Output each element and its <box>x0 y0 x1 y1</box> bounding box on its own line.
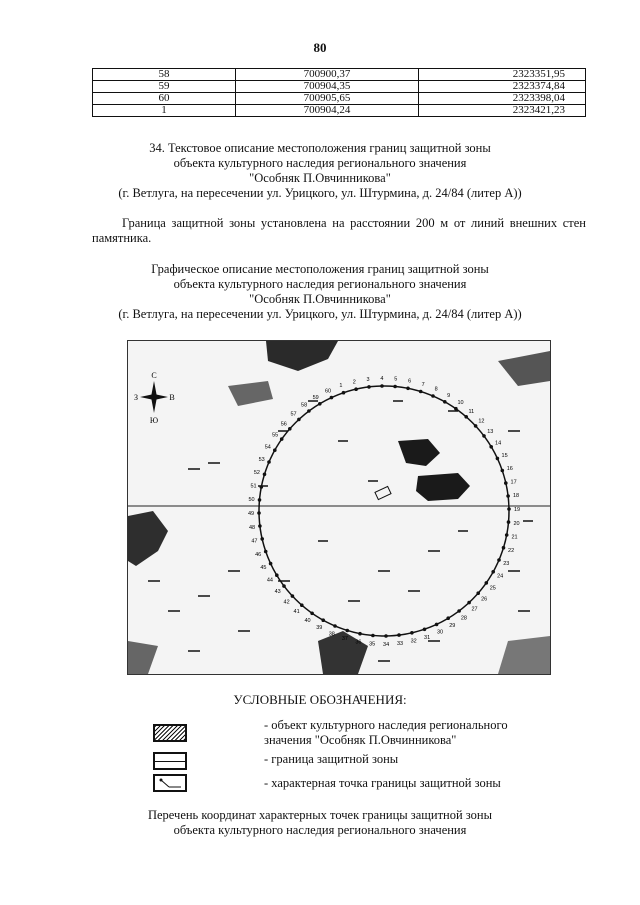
boundary-point <box>275 573 279 577</box>
boundary-point-label: 39 <box>316 625 323 632</box>
boundary-point <box>474 424 478 428</box>
boundary-point <box>489 445 493 449</box>
boundary-point-label: 21 <box>511 534 518 541</box>
boundary-point-label: 19 <box>513 506 521 513</box>
boundary-point <box>300 603 304 607</box>
boundary-point-label: 52 <box>253 469 260 476</box>
point-number-cell: 58 <box>93 69 236 81</box>
compass-west-label: З <box>133 393 139 402</box>
boundary-point <box>273 448 277 452</box>
boundary-point <box>419 390 423 394</box>
boundary-point <box>297 418 301 422</box>
graphic-line-2: объекта культурного наследия регионального значения <box>173 277 467 291</box>
table-row <box>93 81 586 93</box>
y-coordinate-cell: 2323374,84 <box>419 81 586 93</box>
legend-point-label: - характерная точка границы защитной зоны <box>264 776 501 790</box>
legend-boundary-swatch <box>153 752 187 770</box>
boundary-point <box>384 634 388 638</box>
boundary-point <box>393 385 397 389</box>
boundary-point-label: 36 <box>355 639 362 646</box>
compass-east-label: В <box>169 393 175 402</box>
boundary-point <box>333 624 337 628</box>
boundary-point-label: 56 <box>280 421 287 428</box>
boundary-point <box>410 631 414 635</box>
legend-title: УСЛОВНЫЕ ОБОЗНАЧЕНИЯ: <box>233 692 407 707</box>
boundary-point <box>464 415 468 419</box>
map-canvas <box>128 341 550 674</box>
boundary-point <box>505 533 509 537</box>
boundary-point <box>267 460 271 464</box>
boundary-point-label: 4 <box>380 376 384 382</box>
boundary-point <box>485 581 489 585</box>
boundary-point-label: 7 <box>421 381 425 388</box>
boundary-point-label: 30 <box>436 629 444 636</box>
section-34-line-2: объекта культурного наследия регионального значения <box>173 156 467 170</box>
boundary-point-label: 33 <box>396 641 404 647</box>
compass-south-label: Ю <box>149 416 159 425</box>
boundary-point-label: 28 <box>460 615 467 622</box>
boundary-point-label: 18 <box>512 493 520 499</box>
boundary-point <box>454 407 458 411</box>
boundary-point <box>258 524 262 528</box>
boundary-point <box>504 481 508 485</box>
x-coordinate-cell: 700904,35 <box>236 81 419 93</box>
boundary-point <box>502 546 506 550</box>
boundary-point-label: 45 <box>260 565 267 571</box>
boundary-point <box>358 632 362 636</box>
boundary-point <box>269 562 273 566</box>
coordinates-table <box>92 68 586 117</box>
point-number-cell: 59 <box>93 81 236 93</box>
boundary-point-label: 17 <box>510 479 517 486</box>
boundary-point <box>280 437 284 441</box>
footer-line-1: Перечень координат характерных точек границы защитной зоны <box>147 808 493 822</box>
boundary-point <box>257 511 261 515</box>
table-row <box>93 93 586 105</box>
boundary-point-label: 3 <box>366 377 370 383</box>
boundary-point <box>482 434 486 438</box>
footer-line-2: объекта культурного наследия регионального значения <box>173 823 467 837</box>
boundary-point-label: 9 <box>447 392 451 399</box>
boundary-point-label: 20 <box>513 520 520 527</box>
boundary-point-label: 60 <box>324 388 332 395</box>
x-coordinate-cell: 700900,37 <box>236 69 419 81</box>
boundary-point <box>507 507 511 511</box>
x-coordinate-cell: 700904,24 <box>236 105 419 117</box>
boundary-point <box>367 385 371 389</box>
graphic-line-3: "Особняк П.Овчинникова" <box>249 292 391 306</box>
boundary-point-label: 32 <box>410 638 417 645</box>
boundary-point-label: 22 <box>508 548 515 555</box>
boundary-point-label: 8 <box>434 386 438 393</box>
boundary-point <box>318 402 322 406</box>
section-34-line-3: "Особняк П.Овчинникова" <box>249 171 391 185</box>
boundary-point <box>501 469 505 473</box>
boundary-point-label: 34 <box>383 642 390 648</box>
boundary-point-label: 1 <box>339 383 343 390</box>
compass-north-label: С <box>151 371 157 380</box>
section-34-heading <box>0 141 640 201</box>
boundary-point-label: 35 <box>369 641 376 648</box>
boundary-point <box>263 473 267 477</box>
y-coordinate-cell: 2323351,95 <box>419 69 586 81</box>
boundary-point <box>406 387 410 391</box>
boundary-point-label: 10 <box>457 400 464 407</box>
boundary-point <box>496 457 500 461</box>
boundary-point-label: 25 <box>489 585 496 592</box>
boundary-point-label: 47 <box>251 538 258 545</box>
table-row <box>93 69 586 81</box>
boundary-point-label: 15 <box>501 453 508 459</box>
boundary-point <box>264 550 268 554</box>
boundary-point-label: 26 <box>481 596 488 603</box>
y-coordinate-cell: 2323398,04 <box>419 93 586 105</box>
table-row <box>93 105 586 117</box>
boundary-point <box>288 427 292 431</box>
boundary-point <box>446 616 450 620</box>
boundary-point-label: 27 <box>471 606 478 613</box>
boundary-point <box>507 520 511 524</box>
boundary-point <box>307 409 311 413</box>
page-number: 80 <box>313 40 327 55</box>
boundary-point <box>431 394 435 398</box>
y-coordinate-cell: 2323421,23 <box>419 105 586 117</box>
boundary-point-label: 23 <box>503 561 510 568</box>
boundary-point <box>346 629 350 633</box>
boundary-point <box>291 594 295 598</box>
boundary-point-label: 48 <box>248 525 256 531</box>
boundary-point <box>260 485 264 489</box>
boundary-point <box>258 498 262 502</box>
boundary-point <box>506 494 510 498</box>
legend-monument-line-1: - объект культурного наследия регионального <box>264 718 508 732</box>
boundary-point <box>321 618 325 622</box>
boundary-point-label: 38 <box>328 631 335 638</box>
boundary-point <box>260 537 264 541</box>
boundary-point-label: 57 <box>290 411 297 418</box>
legend-boundary-label: - граница защитной зоны <box>264 752 399 766</box>
boundary-point <box>282 584 286 588</box>
boundary-point <box>330 396 334 400</box>
boundary-point-label: 24 <box>497 573 504 580</box>
boundary-point-label: 49 <box>247 511 255 518</box>
boundary-point-label: 13 <box>487 429 494 436</box>
boundary-point <box>342 391 346 395</box>
boundary-point-label: 31 <box>424 634 431 641</box>
point-number-cell: 1 <box>93 105 236 117</box>
boundary-point-label: 53 <box>258 456 265 463</box>
boundary-point-label: 58 <box>301 402 308 409</box>
point-number-cell: 60 <box>93 93 236 105</box>
boundary-point <box>497 558 501 562</box>
boundary-point-label: 55 <box>272 432 279 439</box>
boundary-point-label: 50 <box>248 497 255 504</box>
boundary-point-label: 46 <box>255 552 262 559</box>
boundary-point <box>457 609 461 613</box>
boundary-point-label: 12 <box>478 418 485 425</box>
boundary-point <box>310 612 314 616</box>
protection-zone-map <box>127 340 551 675</box>
boundary-point <box>491 570 495 574</box>
boundary-point-label: 11 <box>468 408 475 415</box>
boundary-point-label: 59 <box>312 394 319 401</box>
boundary-point <box>380 384 384 388</box>
graphic-description-heading <box>0 262 640 322</box>
section-34-line-1: 34. Текстовое описание местоположения границ защитной зоны <box>149 141 491 155</box>
coordinates-list-heading <box>0 808 640 838</box>
boundary-point-label: 2 <box>352 379 356 386</box>
boundary-point <box>354 387 358 391</box>
boundary-point-label: 29 <box>449 623 456 630</box>
legend-monument-label <box>264 718 508 748</box>
boundary-point <box>371 634 375 638</box>
boundary-point-label: 42 <box>283 599 290 606</box>
section-34-line-4: (г. Ветлуга, на пересечении ул. Урицкого, ул. Штурмина, д. 24/84 (литер А)) <box>118 186 522 200</box>
boundary-point-label: 37 <box>341 636 348 643</box>
zone-distance-paragraph: Граница защитной зоны установлена на расстоянии 200 м от линий внешних стен памятника. <box>92 216 586 245</box>
graphic-line-1: Графическое описание местоположения границ защитной зоны <box>151 262 489 276</box>
boundary-point <box>467 601 471 605</box>
boundary-point-label: 6 <box>408 378 412 385</box>
x-coordinate-cell: 700905,65 <box>236 93 419 105</box>
boundary-point <box>476 591 480 595</box>
boundary-point-label: 51 <box>250 483 257 490</box>
graphic-line-4: (г. Ветлуга, на пересечении ул. Урицкого, ул. Штурмина, д. 24/84 (литер А)) <box>118 307 522 321</box>
boundary-point-label: 54 <box>264 444 271 451</box>
boundary-point-label: 44 <box>266 577 273 584</box>
boundary-point <box>443 400 447 404</box>
boundary-point-label: 40 <box>304 617 311 624</box>
boundary-point-label: 16 <box>506 465 513 472</box>
boundary-point-label: 14 <box>495 440 502 447</box>
legend-monument-line-2: значения "Особняк П.Овчинникова" <box>264 733 457 747</box>
legend-point-swatch <box>153 774 187 792</box>
boundary-point <box>397 633 401 637</box>
boundary-point-label: 41 <box>293 609 300 616</box>
boundary-point-label: 5 <box>394 376 398 383</box>
boundary-point <box>423 628 427 632</box>
boundary-point <box>435 623 439 627</box>
boundary-point-label: 43 <box>274 588 281 595</box>
legend-monument-swatch <box>153 724 187 742</box>
